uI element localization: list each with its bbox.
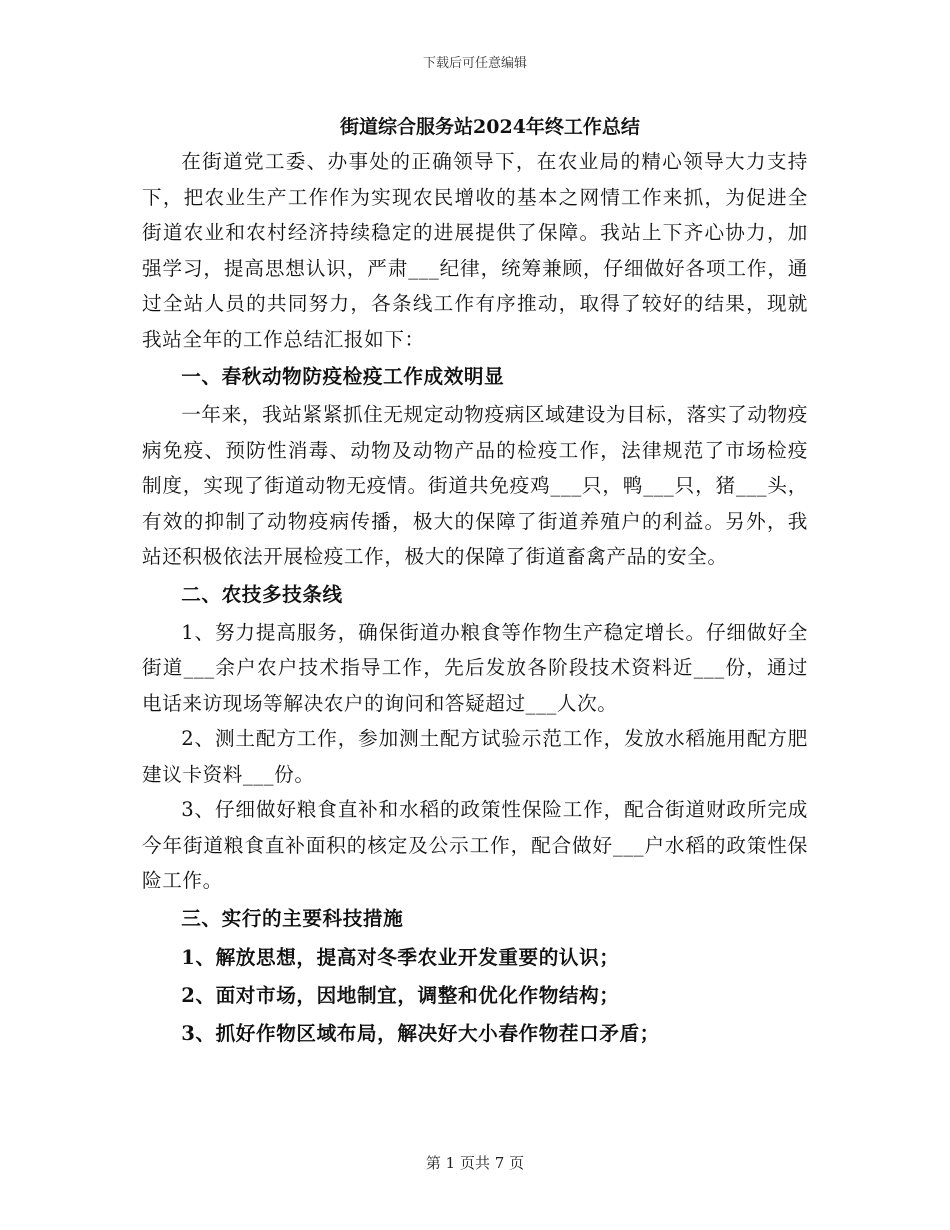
intro-paragraph: 在街道党工委、办事处的正确领导下，在农业局的精心领导大力支持下，把农业生产工作作为实现农民增收的基本之网情工作来抓，为促进全街道农业和农村经济持续稳定的进展提供了保障。我站上下齐心协力，加强学习，提高思想认识，严肃___纪律，统筹兼顾，仔细做好各项工作，通过全站人员的共同努力，各条线工作有序推动，取得了较好的结果，现就我站全年的工作总结汇报如下：: [142, 150, 808, 351]
section-1-paragraph-1: 一年来，我站紧紧抓住无规定动物疫病区域建设为目标，落实了动物疫病免疫、预防性消毒、动物及动物产品的检疫工作，法律规范了市场检疫制度，实现了街道动物无疫情。街道共免疫鸡___只，鸭___只，猪___头，有效的抑制了动物疫病传播，极大的保障了街道养殖户的利益。另外，我站还积极依法开展检疫工作，极大的保障了街道畜禽产品的安全。: [142, 403, 808, 568]
page-number-footer: 第 1 页共 7 页: [425, 1154, 525, 1172]
measure-item-3: 3、抓好作物区域布局，解决好大小春作物茬口矛盾；: [181, 1021, 660, 1045]
section-heading-3: 三、实行的主要科技措施: [181, 906, 404, 930]
document-body: [142, 110, 808, 1053]
document-title: 街道综合服务站2024年终工作总结: [340, 116, 640, 138]
section-2-paragraph-1: 1、努力提高服务，确保街道办粮食等作物生产稳定增长。仔细做好全街道___余户农户技术指导工作，先后发放各阶段技术资料近___份，通过电话来访现场等解决农户的询问和答疑超过___人次。: [142, 620, 808, 715]
section-2-paragraph-2: 2、测土配方工作，参加测土配方试验示范工作，发放水稻施用配方肥建议卡资料___份。: [142, 727, 808, 786]
section-2-paragraph-3: 3、仔细做好粮食直补和水稻的政策性保险工作，配合街道财政所完成今年街道粮食直补面积的核定及公示工作，配合做好___户水稻的政策性保险工作。: [142, 798, 808, 892]
section-heading-1: 一、春秋动物防疫检疫工作成效明显: [181, 365, 505, 388]
section-heading-2: 二、农技多技条线: [181, 582, 343, 606]
measure-item-2: 2、面对市场，因地制宜，调整和优化作物结构；: [181, 983, 620, 1007]
header-note: 下载后可任意编辑: [422, 56, 527, 71]
measure-item-1: 1、解放思想，提高对冬季农业开发重要的认识；: [181, 945, 620, 969]
